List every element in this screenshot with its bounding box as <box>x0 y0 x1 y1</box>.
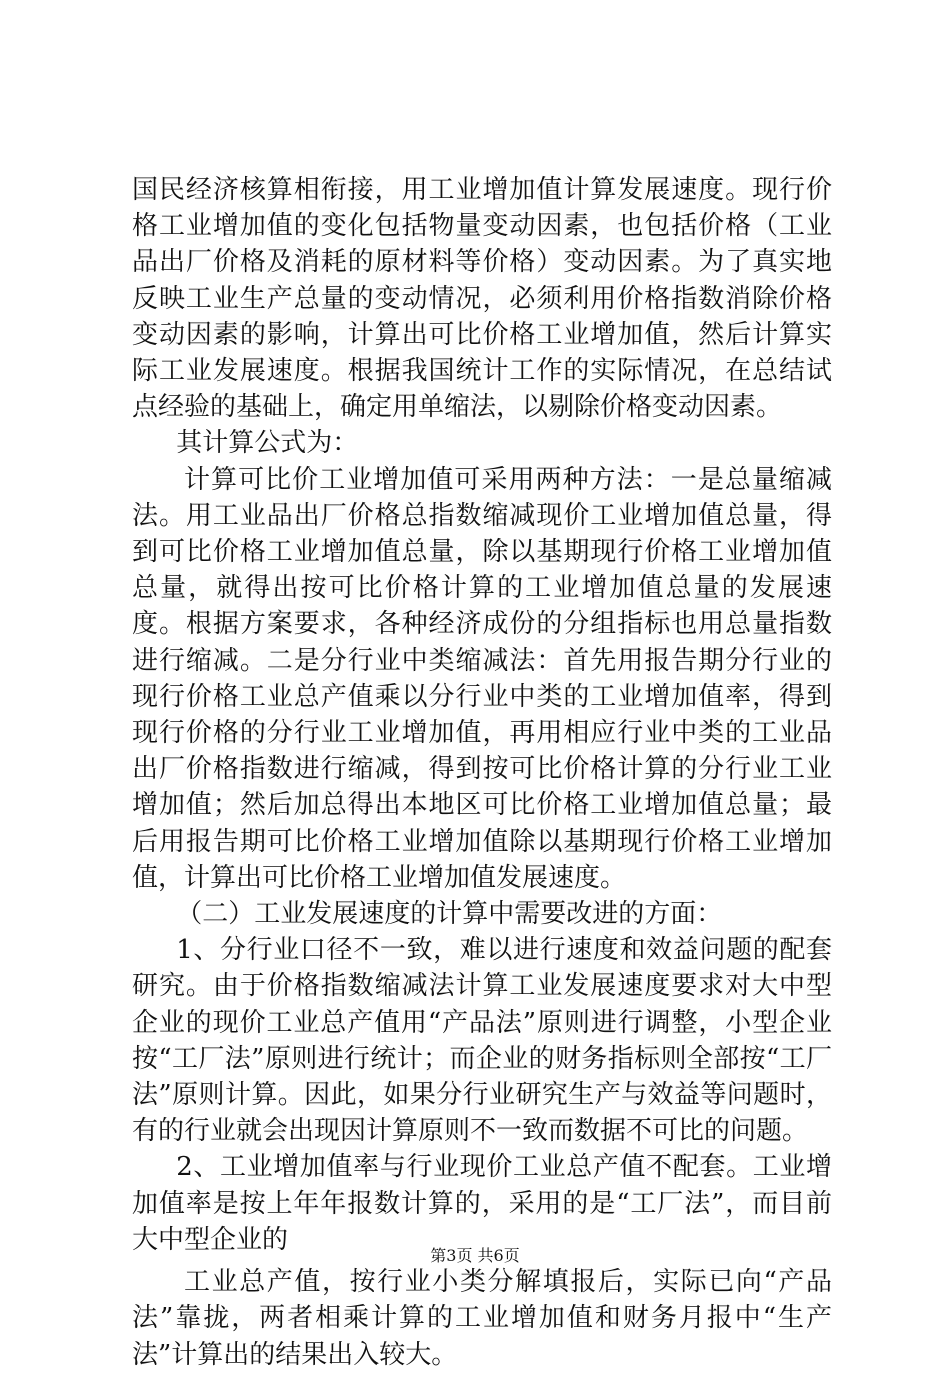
document-body <box>132 172 832 1373</box>
section-heading: （二）工业发展速度的计算中需要改进的方面： <box>176 899 723 930</box>
paragraph-point-2: 2、工业增加值率与行业现价工业总产值不配套。工业增加值率是按上年年报数计算的，采用的是“工厂法”，而目前大中型企业的 <box>132 1152 832 1255</box>
paragraph-point-2-continued: 工业总产值，按行业小类分解填报后，实际已向“产品法”靠拢，两者相乘计算的工业增加值和财务月报中“生产法”计算出的结果出入较大。 <box>132 1267 832 1370</box>
page-number: 第3页 共6页 <box>430 1246 520 1265</box>
paragraph-methods: 计算可比价工业增加值可采用两种方法：一是总量缩减法。用工业品出厂价格总指数缩减现价工业增加值总量，得到可比价格工业增加值总量，除以基期现行价格工业增加值总量，就得出按可比价格计算的工业增加值总量的发展速度。根据方案要求，各种经济成份的分组指标也用总量指数进行缩减。二是分行业中类缩减法：首先用报告期分行业的现行价格工业总产值乘以分行业中类的工业增加值率，得到现行价格的分行业工业增加值，再用相应行业中类的工业品出厂价格指数进行缩减，得到按可比价格计算的分行业工业增加值；然后加总得出本地区可比价格工业增加值总量；最后用报告期可比价格工业增加值除以基期现行价格工业增加值，计算出可比价格工业增加值发展速度。 <box>132 464 832 893</box>
paragraph-continuation: 国民经济核算相衔接，用工业增加值计算发展速度。现行价格工业增加值的变化包括物量变动因素，也包括价格（工业品出厂价格及消耗的原材料等价格）变动因素。为了真实地反映工业生产总量的变动情况，必须利用价格指数消除价格变动因素的影响，计算出可比价格工业增加值，然后计算实际工业发展速度。根据我国统计工作的实际情况，在总结试点经验的基础上，确定用单缩法，以剔除价格变动因素。 <box>132 175 832 423</box>
paragraph-point-1: 1、分行业口径不一致，难以进行速度和效益问题的配套研究。由于价格指数缩减法计算工业发展速度要求对大中型企业的现价工业总产值用“产品法”原则进行调整，小型企业按“工厂法”原则进行统计；而企业的财务指标则全部按“工厂法”原则计算。因此，如果分行业研究生产与效益等问题时，有的行业就会出现因计算原则不一致而数据不可比的问题。 <box>132 935 832 1147</box>
paragraph-formula-intro: 其计算公式为： <box>176 428 359 459</box>
